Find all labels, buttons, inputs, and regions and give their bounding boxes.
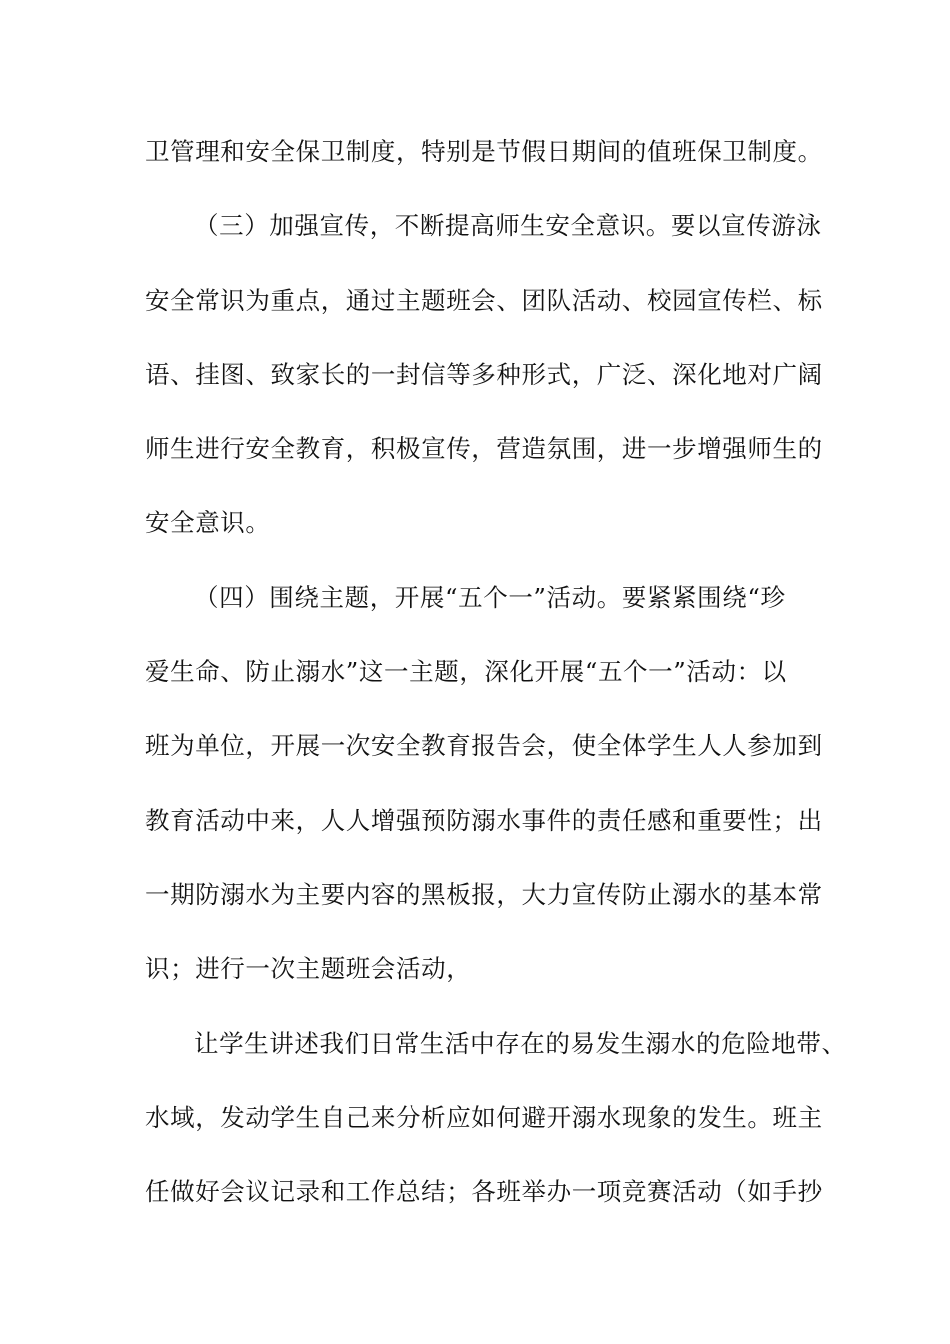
body-text bbox=[145, 130, 847, 1244]
text-line: 安全意识。 bbox=[145, 508, 271, 538]
text-line: 让学生讲述我们日常生活中存在的易发生溺水的危险地带、 bbox=[194, 1028, 847, 1058]
text-line: 识；进行一次主题班会活动， bbox=[145, 954, 472, 984]
text-line: 卫管理和安全保卫制度，特别是节假日期间的值班保卫制度。 bbox=[145, 137, 823, 166]
text-line: （三）加强宣传，不断提高师生安全意识。要以宣传游泳 bbox=[194, 211, 822, 241]
text-line: 教育活动中来，人人增强预防溺水事件的责任感和重要性；出 bbox=[145, 805, 823, 835]
text-line: 任做好会议记录和工作总结；各班举办一项竞赛活动（如手抄 bbox=[145, 1177, 823, 1207]
text-line: 语、挂图、致家长的一封信等多种形式，广泛、深化地对广阔 bbox=[145, 359, 823, 389]
text-line: 水域，发动学生自己来分析应如何避开溺水现象的发生。班主 bbox=[145, 1102, 823, 1132]
text-line: （四）围绕主题，开展“五个一”活动。要紧紧围绕“珍 bbox=[194, 582, 786, 612]
text-line: 一期防溺水为主要内容的黑板报，大力宣传防止溺水的基本常 bbox=[145, 879, 823, 909]
text-line: 爱生命、防止溺水”这一主题，深化开展“五个一”活动：以 bbox=[145, 657, 787, 687]
text-line: 班为单位，开展一次安全教育报告会，使全体学生人人参加到 bbox=[145, 731, 823, 761]
text-line: 安全常识为重点，通过主题班会、团队活动、校园宣传栏、标 bbox=[145, 285, 823, 315]
text-line: 师生进行安全教育，积极宣传，营造氛围，进一步增强师生的 bbox=[145, 434, 823, 464]
